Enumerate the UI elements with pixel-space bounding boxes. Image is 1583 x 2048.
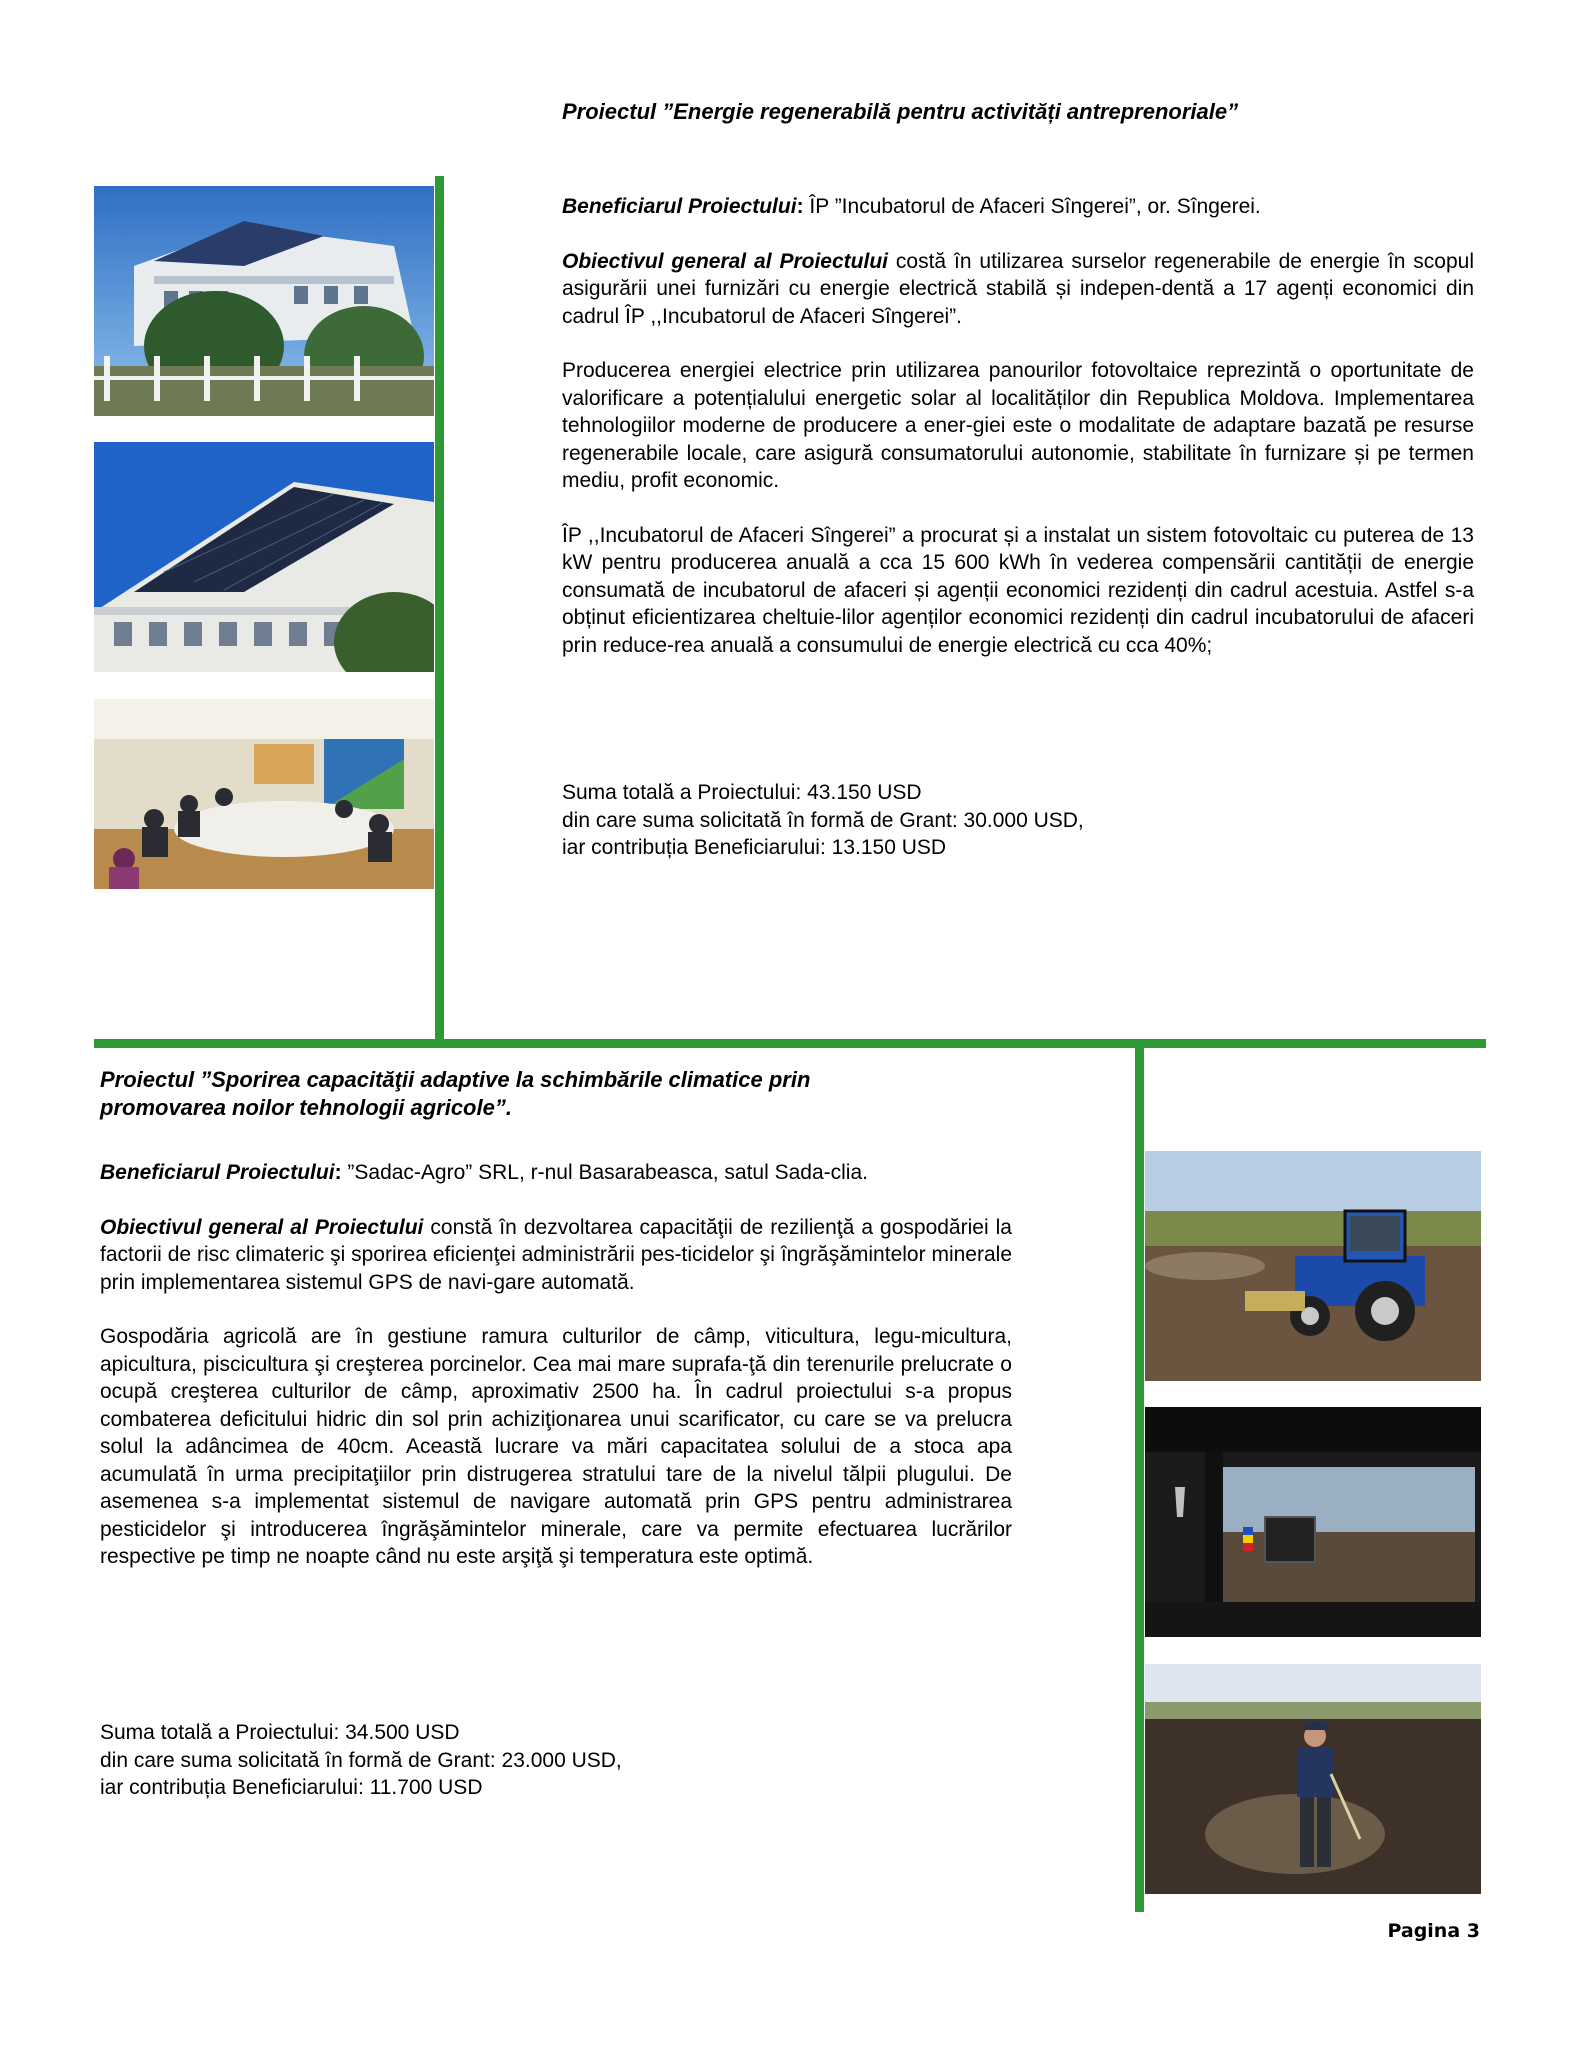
photo-meeting-room (94, 699, 434, 889)
project1-sum-grant: din care suma solicitată în formă de Grant: 30.000 USD, (562, 808, 1084, 832)
project1-title: Proiectul ”Energie regenerabilă pentru activități antreprenoriale” (562, 99, 1239, 124)
divider-vertical-top (435, 176, 444, 1044)
project2-sum-grant: din care suma solicitată în formă de Grant: 23.000 USD, (100, 1748, 622, 1772)
project1-sum-total: Suma totală a Proiectului: 43.150 USD (562, 781, 922, 804)
project2-title: Proiectul ”Sporirea capacităţii adaptive la schimbările climatice prin promovarea noilor tehnologii agricole”. (100, 1067, 811, 1120)
project2-sums (100, 1719, 1012, 1802)
photo-incubator-building (94, 186, 434, 416)
project2-objective: Obiectivul general al Proiectului constă în dezvoltarea capacităţii de rezilienţă a gospodăriei la factorii de risc climateric şi sporirea eficienţei administrării pes-ticidelor şi îngrăşămintelor minerale prin implementarea sistemul GPS de navi-gare automată. (100, 1215, 1012, 1294)
project1-sum-contribution: iar contribuția Beneficiarului: 13.150 USD (562, 836, 947, 859)
project2-sum-total: Suma totală a Proiectului: 34.500 USD (100, 1721, 460, 1744)
photo-farmer-soil (1145, 1664, 1481, 1894)
project1-body (562, 193, 1474, 659)
project2-beneficiary: Beneficiarul Proiectului: ”Sadac-Agro” SRL, r-nul Basarabeasca, satul Sada-clia. (100, 1161, 868, 1184)
project1-sums (562, 779, 1474, 862)
page-number: Pagina 3 (1387, 1920, 1480, 1942)
project2-paragraph1: Gospodăria agricolă are în gestiune ramura culturilor de câmp, viticultura, legu-micultura, apicultura, piscicultura şi creşterea porcinelor. Cea mai mare suprafa-ţă din terenurile prelucrate o ocupă creşterea culturilor de câmp, aproximativ 2500 ha. În cadrul proiectului s-a propus combaterea deficitului hidric din sol prin achiziţionarea unui scarificator, cu care se va prelucra solul la adâncimea de 40cm. Această lucrare va mări capacitatea solului de a stoca apa acumulată în urma precipitaţiilor prin distrugerea stratului tare de la nivelul tălpii plugului. De asemenea s-a implementat sistemul de navigare automată prin GPS pentru administrarea pesticidelor şi introducerea îngrăşămintelor minerale, care va permite efectuarea lucrărilor respective pe timp ne noapte când nu este arşiţă şi temperatura este optimă. (100, 1325, 1012, 1568)
photo-solar-roof (94, 442, 434, 672)
divider-vertical-bottom (1135, 1044, 1144, 1912)
project1-paragraph1: Producerea energiei electrice prin utilizarea panourilor fotovoltaice reprezintă o oportunitate de valorificare a potențialului energetic solar al localităților din Republica Moldova. Implementarea tehnologiilor moderne de producere a ener-giei este o modalitate de adaptare bazată pe resurse regenerabile locale, care asigură consumatorului autonomie, stabilitate în furnizare și pe termen mediu, profit economic. (562, 359, 1474, 492)
project1-objective: Obiectivul general al Proiectului costă în utilizarea surselor regenerabile de energie în scopul asigurării unei furnizări cu energie electrică stabilă și indepen-dentă a 17 agenți economici din cadrul ÎP ,,Incubatorul de Afaceri Sîngerei”. (562, 249, 1474, 328)
project2-sum-contribution: iar contribuția Beneficiarului: 11.700 USD (100, 1776, 483, 1799)
photo-tractor-field (1145, 1151, 1481, 1381)
project1-paragraph2: ÎP ,,Incubatorul de Afaceri Sîngerei” a procurat și a instalat un sistem fotovoltaic cu puterea de 13 kW pentru producerea anuală a cca 15 600 kWh în vederea compensării cantității de energie consumată de incubatorul de afaceri și agenții economici rezidenți din cadrul acestuia. Astfel s-a obținut eficientizarea cheltuie-lilor agenților economici rezidenți din cadrul incubatorului de afaceri prin reduce-rea anuală a consumului de energie electrică cu cca 40%; (562, 523, 1474, 657)
project1-beneficiary: Beneficiarul Proiectului: ÎP ”Incubatorul de Afaceri Sîngerei”, or. Sîngerei. (562, 195, 1261, 218)
project2-body (100, 1159, 1012, 1571)
divider-horizontal (94, 1039, 1486, 1048)
photo-tractor-cabin-gps (1145, 1407, 1481, 1637)
